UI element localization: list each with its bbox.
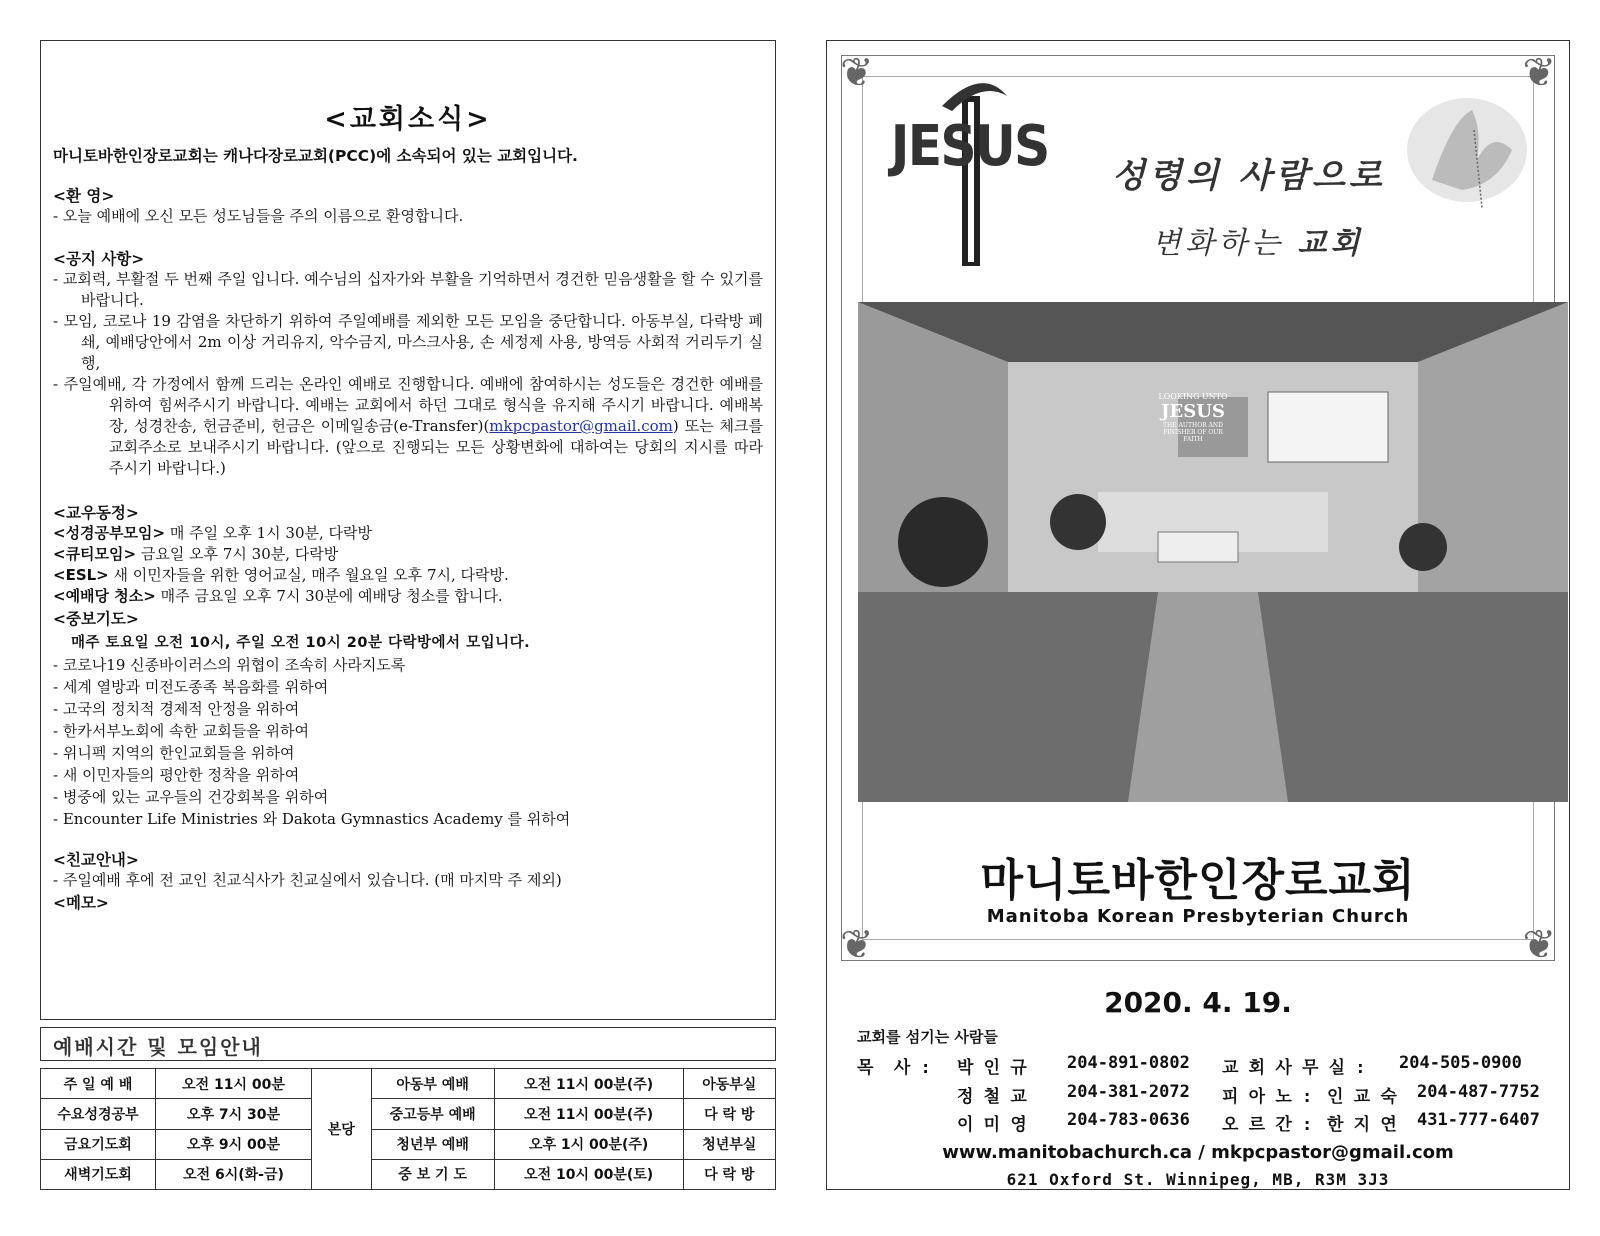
service-time: 오전 6시(화-금) (155, 1159, 311, 1189)
table-row (41, 1069, 776, 1099)
servers-heading: 교회를 섬기는 사람들 (857, 1028, 998, 1046)
bible-study-text: 매 주일 오후 1시 30분, 다락방 (165, 524, 372, 542)
worship-schedule-table (40, 1068, 776, 1190)
service-place: 청년부실 (683, 1129, 775, 1159)
organ-label: 오 르 간 : (1222, 1115, 1313, 1135)
news-intro: 마니토바한인장로교회는 캐나다장로교회(PCC)에 소속되어 있는 교회입니다. (53, 147, 578, 165)
church-name-english: Manitoba Korean Presbyterian Church (986, 906, 1410, 927)
welcome-line: - 오늘 예배에 오신 모든 성도님들을 주의 이름으로 환영합니다. (53, 207, 464, 225)
church-interior-photo (858, 302, 1568, 802)
prayer-item: - 고국의 정치적 경제적 안정을 위하여 (53, 700, 300, 718)
organist-phone: 431-777-6407 (1417, 1110, 1540, 1130)
slogan-line-2 (1152, 218, 1363, 262)
service-time: 오전 11시 00분(주) (494, 1099, 683, 1129)
notice-item-2: - 모임, 코로나 19 감염을 차단하기 위하여 주일예배를 제외한 모든 모임을 중단합니다. 아동부실, 다락방 폐쇄, 예배당안에서 2m 이상 거리유지, 악수금지, 마스크사용, 손 세정제 사용, 방역등 사회적 거리두기 실행, (53, 312, 763, 372)
service-name: 주 일 예 배 (41, 1069, 156, 1099)
corner-ornament-icon: ❦ (1522, 50, 1556, 96)
esl-text: 새 이민자들을 위한 영어교실, 매주 월요일 오후 7시, 다락방. (108, 566, 509, 584)
news-title: <교회소식> (324, 104, 492, 135)
esl-line (53, 565, 763, 586)
photo-sign (1158, 392, 1228, 443)
website-email-line[interactable]: www.manitobachurch.ca / mkpcpastor@gmail.com (942, 1142, 1454, 1163)
corner-ornament-icon: ❦ (840, 922, 874, 968)
office-phone: 204-505-0900 (1399, 1053, 1522, 1073)
service-name: 수요성경공부 (41, 1099, 156, 1129)
office-label: 교 회 사 무 실 : (1222, 1058, 1366, 1078)
corner-ornament-icon: ❦ (1522, 922, 1556, 968)
staff-role: 목 사 : (857, 1058, 931, 1078)
fellowship-heading: <친교안내> (53, 851, 139, 869)
slogan-line-1: 성령의 사람으로 (1112, 156, 1386, 196)
bulletin-date: 2020. 4. 19. (1104, 986, 1292, 1019)
slogan-line-2-a: 변화하는 (1152, 226, 1298, 261)
qt-heading: <큐티모임> (53, 545, 137, 563)
memo-heading: <메모> (53, 894, 109, 912)
worship-schedule-title-box (40, 1027, 776, 1061)
service-name: 새벽기도회 (41, 1159, 156, 1189)
service-name: 청년부 예배 (371, 1129, 494, 1159)
staff-phone: 204-381-2072 (1067, 1082, 1190, 1102)
service-name: 중고등부 예배 (371, 1099, 494, 1129)
service-name: 중 보 기 도 (371, 1159, 494, 1189)
corner-ornament-icon: ❦ (840, 50, 874, 96)
cleaning-heading: <예배당 청소> (53, 587, 156, 605)
service-place: 아동부실 (683, 1069, 775, 1099)
prayer-item: - 병중에 있는 교우들의 건강회복을 위하여 (53, 788, 329, 806)
staff-phone: 204-783-0636 (1067, 1110, 1190, 1130)
prayer-item: - 세계 열방과 미전도종족 복음화를 위하여 (53, 678, 329, 696)
pianist-name: 인 교 숙 (1327, 1087, 1397, 1107)
service-place: 다 락 방 (683, 1099, 775, 1129)
staff-name: 이 미 영 (957, 1115, 1027, 1135)
welcome-heading: <환 영> (53, 187, 115, 205)
bible-study-line (53, 523, 763, 544)
prayer-item: - 코로나19 신종바이러스의 위협이 조속히 사라지도록 (53, 656, 406, 674)
bible-study-heading: <성경공부모임> (53, 524, 166, 542)
worship-schedule-title: 예배시간 및 모임안내 (53, 1035, 263, 1059)
qt-line (53, 544, 763, 565)
service-time: 오전 11시 00분(주) (494, 1069, 683, 1099)
cleaning-text: 매주 금요일 오후 7시 30분에 예배당 청소를 합니다. (155, 587, 503, 605)
fellowship-line: - 주일예배 후에 전 교인 친교식사가 친교실에서 있습니다. (매 마지막 주 제외) (53, 871, 562, 889)
prayer-item: - 위니펙 지역의 한인교회들을 위하여 (53, 744, 295, 762)
cleaning-line (53, 586, 763, 607)
service-time: 오전 10시 00분(토) (494, 1159, 683, 1189)
organist-name: 한 지 연 (1327, 1115, 1397, 1135)
service-place: 다 락 방 (683, 1159, 775, 1189)
esl-heading: <ESL> (53, 566, 109, 584)
prayer-item: - 한카서부노회에 속한 교회들을 위하여 (53, 722, 309, 740)
prayer-item: - Encounter Life Ministries 와 Dakota Gymnastics Academy 를 위하여 (53, 810, 571, 828)
jesus-logo-text: JESUS (890, 114, 1049, 179)
table-row (41, 1159, 776, 1189)
photo-sign-top: LOOKING UNTO (1158, 392, 1228, 401)
table-row (41, 1129, 776, 1159)
staff-name: 박 인 규 (957, 1058, 1027, 1078)
service-time: 오후 1시 00분(주) (494, 1129, 683, 1159)
service-place-main: 본당 (312, 1069, 372, 1190)
photo-sign-big: JESUS (1161, 401, 1225, 422)
notice-item-3-tail: ) 또는 체크를 교회주소로 보내주시기 바랍니다. (앞으로 진행되는 모든 상황변화에 대하여는 당회의 지시를 따라 주시기 바랍니다.) (109, 417, 763, 477)
service-name: 금요기도회 (41, 1129, 156, 1159)
email-link[interactable]: mkpcpastor@gmail.com (489, 417, 673, 435)
notice-item-3-text: - 주일예배, 각 가정에서 함께 드리는 온라인 예배로 진행합니다. 예배에 참여하시는 성도들은 경건한 예배를 위하여 힘써주시기 바랍니다. 예배는 교회에서 하던 그대로 형식을 유지해 주시기 바랍니다. 예배복장, 성경찬송, 헌금준비, 헌금은 이메일송금(e-Transfer)( (53, 375, 763, 435)
qt-text: 금요일 오후 7시 30분, 다락방 (136, 545, 339, 563)
staff-phone: 204-891-0802 (1067, 1053, 1190, 1073)
prayer-item: - 새 이민자들의 평안한 정착을 위하여 (53, 766, 300, 784)
church-address: 621 Oxford St. Winnipeg, MB, R3M 3J3 (1006, 1170, 1390, 1189)
bulletin-cover-panel (826, 40, 1570, 1190)
table-row (41, 1099, 776, 1129)
piano-label: 피 아 노 : (1222, 1087, 1313, 1107)
members-heading: <교우동정> (53, 504, 139, 522)
notice-item-3 (53, 374, 763, 479)
notice-heading: <공지 사항> (53, 250, 145, 268)
photo-sign-bottom: THE AUTHOR AND FINISHER OF OUR FAITH (1163, 422, 1223, 443)
church-news-panel (40, 40, 776, 1020)
notice-item-1: - 교회력, 부활절 두 번째 주일 입니다. 예수님의 십자가와 부활을 기억하면서 경건한 믿음생활을 할 수 있기를 바랍니다. (53, 270, 763, 309)
church-name-korean: 마니토바한인장로교회 (980, 855, 1416, 906)
praying-hands-icon (1402, 90, 1532, 210)
slogan-line-2-b: 교회 (1297, 226, 1364, 261)
pianist-phone: 204-487-7752 (1417, 1082, 1540, 1102)
prayer-heading: <중보기도> (53, 610, 139, 628)
service-time: 오전 11시 00분 (155, 1069, 311, 1099)
staff-name: 정 철 교 (957, 1087, 1027, 1107)
service-time: 오후 7시 30분 (155, 1099, 311, 1129)
service-time: 오후 9시 00분 (155, 1129, 311, 1159)
prayer-schedule: 매주 토요일 오전 10시, 주일 오전 10시 20분 다락방에서 모입니다. (71, 635, 531, 651)
service-name: 아동부 예배 (371, 1069, 494, 1099)
ornamental-frame (840, 50, 1556, 968)
